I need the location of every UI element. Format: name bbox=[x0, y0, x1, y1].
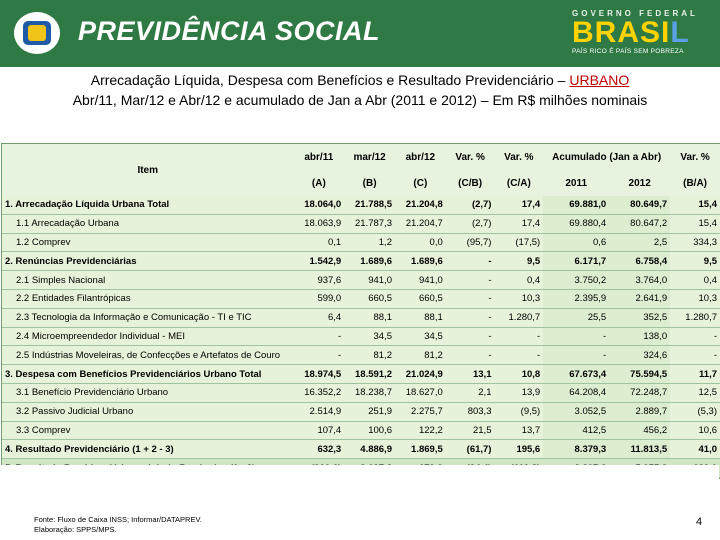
header-row-top bbox=[2, 144, 720, 170]
header-item: Item bbox=[2, 144, 293, 196]
row-value: 334,3 bbox=[670, 233, 720, 252]
row-value: 0,1 bbox=[293, 233, 344, 252]
row-value: 138,0 bbox=[609, 327, 670, 346]
row-value: 10,8 bbox=[494, 365, 543, 384]
row-label: 3.2 Passivo Judicial Urbano bbox=[2, 402, 293, 421]
row-value: 251,9 bbox=[344, 402, 395, 421]
row-value: 660,5 bbox=[395, 289, 446, 308]
blank-area bbox=[1, 465, 719, 513]
row-value: 13,1 bbox=[446, 365, 495, 384]
header-var-ca: Var. % bbox=[494, 144, 543, 170]
row-value: 6,4 bbox=[293, 308, 344, 327]
row-value: 8.379,3 bbox=[543, 440, 609, 459]
row-value: - bbox=[543, 346, 609, 365]
row-value: 2.275,7 bbox=[395, 402, 446, 421]
table-row bbox=[2, 308, 720, 327]
row-value: 6.171,7 bbox=[543, 252, 609, 271]
row-value: 2,1 bbox=[446, 383, 495, 402]
row-value: - bbox=[494, 346, 543, 365]
row-value: 1.280,7 bbox=[494, 308, 543, 327]
row-value: 11,7 bbox=[670, 365, 720, 384]
row-value: 941,0 bbox=[395, 271, 446, 290]
row-value: 0,6 bbox=[543, 233, 609, 252]
row-value: 72.248,7 bbox=[609, 383, 670, 402]
row-value: - bbox=[446, 346, 495, 365]
title-line-2: Abr/11, Mar/12 e Abr/12 e acumulado de Jan a Abr (2011 e 2012) – Em R$ milhões nominais bbox=[72, 92, 648, 108]
header-sub-a: (A) bbox=[293, 170, 344, 196]
row-value: 0,4 bbox=[670, 271, 720, 290]
title-line-1-text: Arrecadação Líquida, Despesa com Benefícios e Resultado Previdenciário – bbox=[90, 72, 570, 88]
row-value: 0,0 bbox=[395, 233, 446, 252]
row-value: 324,6 bbox=[609, 346, 670, 365]
footer-line-2: Elaboração: SPPS/MPS. bbox=[34, 525, 117, 534]
row-value: 34,5 bbox=[344, 327, 395, 346]
header-acumulado: Acumulado (Jan a Abr) bbox=[543, 144, 670, 170]
row-value: 10,3 bbox=[494, 289, 543, 308]
row-label: 2.4 Microempreendedor Individual - MEI bbox=[2, 327, 293, 346]
table-row bbox=[2, 327, 720, 346]
row-value: (2,7) bbox=[446, 214, 495, 233]
row-label: 2.5 Indústrias Moveleiras, de Confecções e Artefatos de Couro bbox=[2, 346, 293, 365]
row-label: 3.3 Comprev bbox=[2, 421, 293, 440]
table-row bbox=[2, 402, 720, 421]
table-row bbox=[2, 346, 720, 365]
footer-line-1: Fonte: Fluxo de Caixa INSS; Informar/DATAPREV. bbox=[34, 515, 202, 524]
table-row bbox=[2, 214, 720, 233]
row-value: 100,6 bbox=[344, 421, 395, 440]
row-value: 13,7 bbox=[494, 421, 543, 440]
title-line-1 bbox=[0, 70, 720, 90]
row-value: 21.788,5 bbox=[344, 196, 395, 214]
row-value: - bbox=[293, 327, 344, 346]
header-sub-2011: 2011 bbox=[543, 170, 609, 196]
row-value: 17,4 bbox=[494, 196, 543, 214]
row-value: 67.673,4 bbox=[543, 365, 609, 384]
header-abr12: abr/12 bbox=[395, 144, 446, 170]
row-label: 3. Despesa com Benefícios Previdenciários Urbano Total bbox=[2, 365, 293, 384]
row-value: 3.052,5 bbox=[543, 402, 609, 421]
row-value: 599,0 bbox=[293, 289, 344, 308]
gov-slogan: PAÍS RICO É PAÍS SEM POBREZA bbox=[572, 48, 684, 55]
row-value: (17,5) bbox=[494, 233, 543, 252]
row-value: 21,5 bbox=[446, 421, 495, 440]
row-value: (5,3) bbox=[670, 402, 720, 421]
row-value: - bbox=[670, 327, 720, 346]
row-label: 1. Arrecadação Líquida Urbana Total bbox=[2, 196, 293, 214]
row-value: 21.787,3 bbox=[344, 214, 395, 233]
table-row bbox=[2, 271, 720, 290]
header-sub-cb: (C/B) bbox=[446, 170, 495, 196]
row-value: 9,5 bbox=[494, 252, 543, 271]
row-value: - bbox=[293, 346, 344, 365]
data-table bbox=[2, 144, 720, 478]
row-value: 1.869,5 bbox=[395, 440, 446, 459]
row-value: 81,2 bbox=[395, 346, 446, 365]
governo-federal-logo bbox=[572, 9, 710, 59]
data-table-container bbox=[1, 143, 720, 479]
table-row bbox=[2, 421, 720, 440]
row-value: 1,2 bbox=[344, 233, 395, 252]
row-value: 0,4 bbox=[494, 271, 543, 290]
row-value: 2.395,9 bbox=[543, 289, 609, 308]
row-value: (9,5) bbox=[494, 402, 543, 421]
gov-brasil-right: L bbox=[670, 16, 690, 49]
row-value: 21.024,9 bbox=[395, 365, 446, 384]
row-value: 10,6 bbox=[670, 421, 720, 440]
row-value: 660,5 bbox=[344, 289, 395, 308]
row-value: 75.594,5 bbox=[609, 365, 670, 384]
row-value: - bbox=[446, 289, 495, 308]
row-label: 1.2 Comprev bbox=[2, 233, 293, 252]
row-value: - bbox=[543, 327, 609, 346]
row-value: 195,6 bbox=[494, 440, 543, 459]
row-value: 456,2 bbox=[609, 421, 670, 440]
row-value: 1.280,7 bbox=[670, 308, 720, 327]
row-value: 80.649,7 bbox=[609, 196, 670, 214]
table-row bbox=[2, 196, 720, 214]
row-label: 2. Renúncias Previdenciárias bbox=[2, 252, 293, 271]
row-value: 3.750,2 bbox=[543, 271, 609, 290]
row-value: 632,3 bbox=[293, 440, 344, 459]
row-value: 9,5 bbox=[670, 252, 720, 271]
table-row bbox=[2, 233, 720, 252]
header-abr11: abr/11 bbox=[293, 144, 344, 170]
table-row bbox=[2, 365, 720, 384]
row-label: 2.3 Tecnologia da Informação e Comunicação - TI e TIC bbox=[2, 308, 293, 327]
row-value: 18.063,9 bbox=[293, 214, 344, 233]
row-value: - bbox=[494, 327, 543, 346]
gov-brasil-wordmark bbox=[572, 18, 710, 48]
row-value: 18.591,2 bbox=[344, 365, 395, 384]
row-value: 122,2 bbox=[395, 421, 446, 440]
row-value: 18.974,5 bbox=[293, 365, 344, 384]
row-value: 69.880,4 bbox=[543, 214, 609, 233]
page-number: 4 bbox=[696, 516, 703, 528]
row-value: (2,7) bbox=[446, 196, 495, 214]
row-label: 1.1 Arrecadação Urbana bbox=[2, 214, 293, 233]
row-value: 4.886,9 bbox=[344, 440, 395, 459]
row-value: 88,1 bbox=[395, 308, 446, 327]
row-label: 2.2 Entidades Filantrópicas bbox=[2, 289, 293, 308]
row-value: 2,5 bbox=[609, 233, 670, 252]
row-value: - bbox=[446, 252, 495, 271]
table-row bbox=[2, 252, 720, 271]
row-value: 412,5 bbox=[543, 421, 609, 440]
row-value: 10,3 bbox=[670, 289, 720, 308]
previdencia-logo-icon bbox=[14, 12, 60, 54]
row-value: 64.208,4 bbox=[543, 383, 609, 402]
footer-source bbox=[34, 515, 202, 535]
table-row bbox=[2, 383, 720, 402]
header-sub-ba: (B/A) bbox=[670, 170, 720, 196]
row-value: 88,1 bbox=[344, 308, 395, 327]
row-value: 21.204,7 bbox=[395, 214, 446, 233]
row-value: 15,4 bbox=[670, 214, 720, 233]
row-value: 2.514,9 bbox=[293, 402, 344, 421]
row-value: 13,9 bbox=[494, 383, 543, 402]
row-label: 2.1 Simples Nacional bbox=[2, 271, 293, 290]
header-var-ba: Var. % bbox=[670, 144, 720, 170]
row-value: 12,5 bbox=[670, 383, 720, 402]
page-title bbox=[0, 70, 720, 110]
row-value: (61,7) bbox=[446, 440, 495, 459]
gov-top-text: GOVERNO FEDERAL bbox=[572, 9, 698, 18]
row-value: 937,6 bbox=[293, 271, 344, 290]
brand-title: PREVIDÊNCIA SOCIAL bbox=[78, 16, 381, 46]
header-mar12: mar/12 bbox=[344, 144, 395, 170]
row-value: 1.689,6 bbox=[395, 252, 446, 271]
row-value: 3.764,0 bbox=[609, 271, 670, 290]
table-row bbox=[2, 440, 720, 459]
row-value: 21.204,8 bbox=[395, 196, 446, 214]
row-value: 81,2 bbox=[344, 346, 395, 365]
row-value: 18.064,0 bbox=[293, 196, 344, 214]
row-value: 107,4 bbox=[293, 421, 344, 440]
row-value: 80.647,2 bbox=[609, 214, 670, 233]
header-sub-c: (C) bbox=[395, 170, 446, 196]
header-sub-ca: (C/A) bbox=[494, 170, 543, 196]
row-value: 1.542,9 bbox=[293, 252, 344, 271]
row-value: - bbox=[446, 308, 495, 327]
header-banner bbox=[0, 0, 720, 67]
row-value: - bbox=[670, 346, 720, 365]
row-value: 16.352,2 bbox=[293, 383, 344, 402]
gov-brasil-left: BRASI bbox=[572, 16, 671, 49]
row-value: 941,0 bbox=[344, 271, 395, 290]
row-value: 352,5 bbox=[609, 308, 670, 327]
row-value: 41,0 bbox=[670, 440, 720, 459]
row-value: 17,4 bbox=[494, 214, 543, 233]
row-value: - bbox=[446, 327, 495, 346]
row-value: 803,3 bbox=[446, 402, 495, 421]
row-value: 11.813,5 bbox=[609, 440, 670, 459]
row-value: 2.641,9 bbox=[609, 289, 670, 308]
header-var-cb: Var. % bbox=[446, 144, 495, 170]
header-sub-2012: 2012 bbox=[609, 170, 670, 196]
row-value: 25,5 bbox=[543, 308, 609, 327]
row-value: 1.689,6 bbox=[344, 252, 395, 271]
row-value: - bbox=[446, 271, 495, 290]
row-value: 18.238,7 bbox=[344, 383, 395, 402]
row-value: (95,7) bbox=[446, 233, 495, 252]
row-value: 18.627,0 bbox=[395, 383, 446, 402]
row-value: 34,5 bbox=[395, 327, 446, 346]
row-value: 69.881,0 bbox=[543, 196, 609, 214]
title-highlight: URBANO bbox=[569, 72, 630, 88]
row-label: 3.1 Benefício Previdenciário Urbano bbox=[2, 383, 293, 402]
header-sub-b: (B) bbox=[344, 170, 395, 196]
row-value: 2.889,7 bbox=[609, 402, 670, 421]
row-value: 15,4 bbox=[670, 196, 720, 214]
row-value: 6.758,4 bbox=[609, 252, 670, 271]
table-row bbox=[2, 289, 720, 308]
row-label: 4. Resultado Previdenciário (1 + 2 - 3) bbox=[2, 440, 293, 459]
